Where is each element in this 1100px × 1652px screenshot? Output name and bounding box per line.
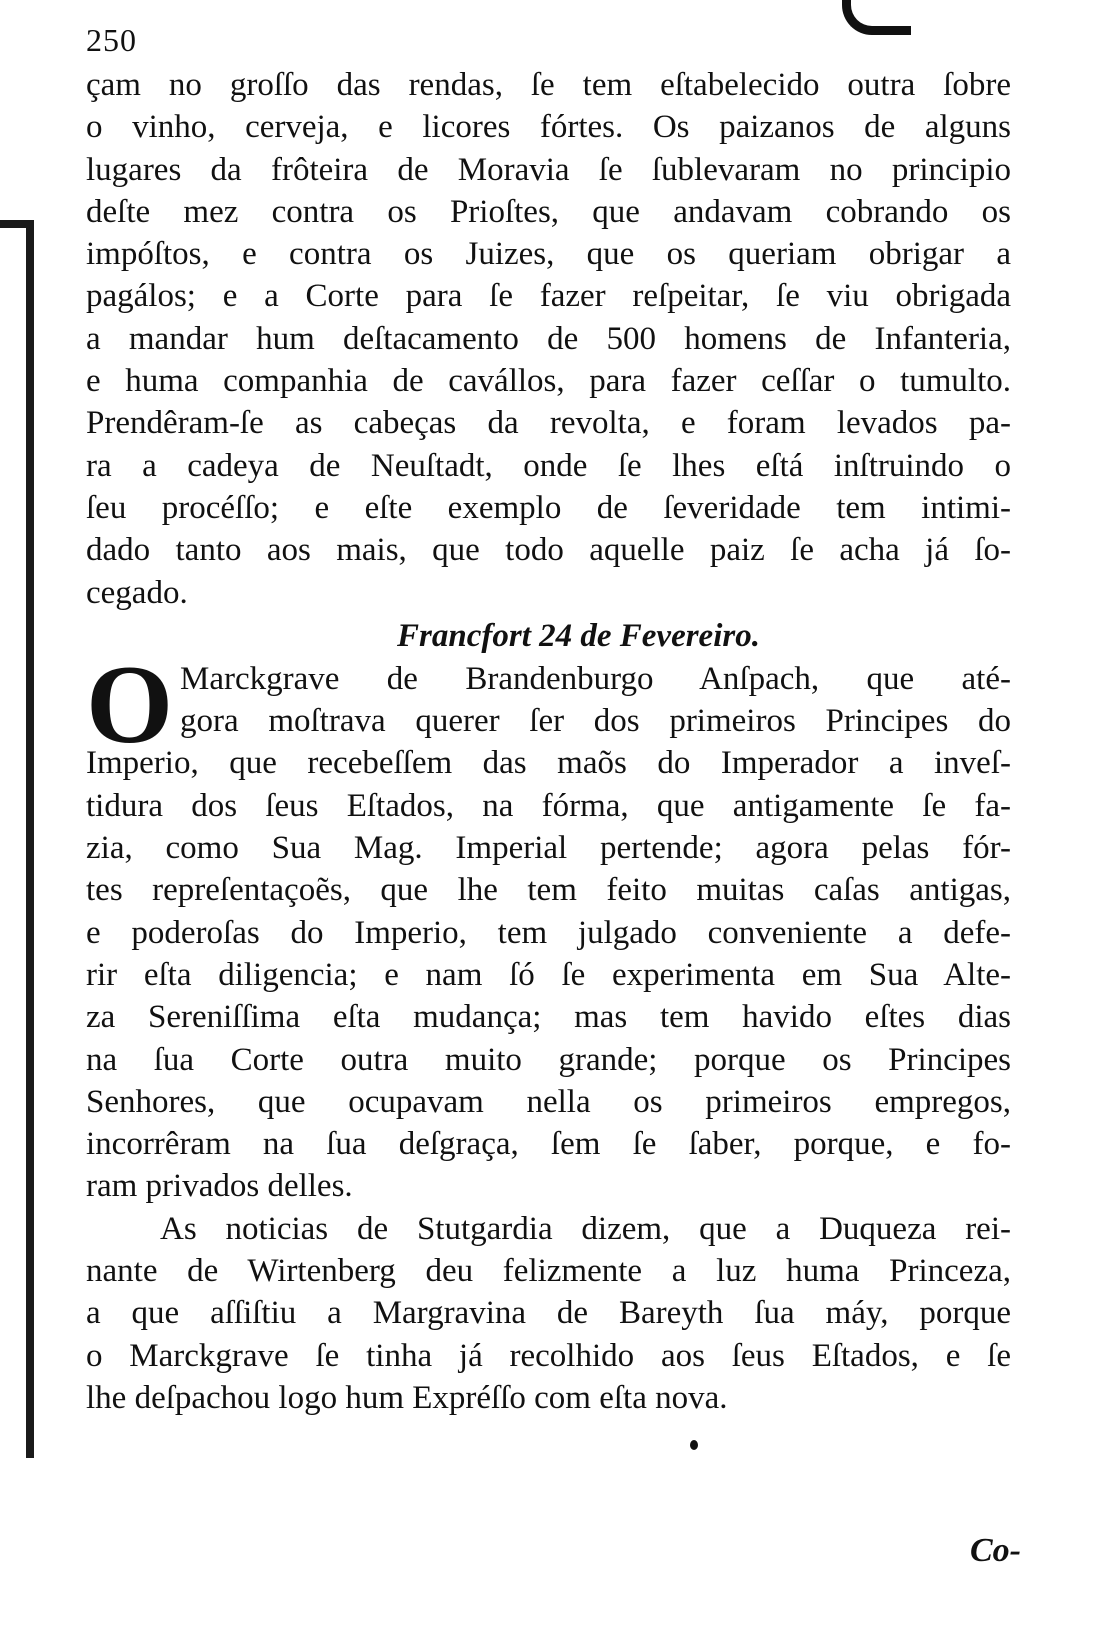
text-line: zia, como Sua Mag. Imperial pertende; agora pelas fór- xyxy=(86,830,1011,867)
text-line: a mandar hum deſtacamento de 500 homens de Infanteria, xyxy=(86,320,1011,357)
text-line: deſte mez contra os Prioſtes, que andavam cobrando os xyxy=(86,193,1011,230)
text-line: ra a cadeya de Neuſtadt, onde ſe lhes eſtá inſtruindo o xyxy=(86,447,1011,484)
text-line: As noticias de Stutgardia dizem, que a Duqueza rei- xyxy=(160,1210,1011,1247)
text-line: Marckgrave de Brandenburgo Anſpach, que até- xyxy=(180,660,1011,697)
text-line: ſeu procéſſo; e eſte exemplo de ſeveridade tem intimi- xyxy=(86,489,1011,526)
paragraph-moravia xyxy=(86,64,1011,614)
text-line: impóſtos, e contra os Juizes, que os queriam obrigar a xyxy=(86,236,1011,273)
text-line: lugares da frôteira de Moravia ſe ſublevaram no principio xyxy=(86,151,1011,188)
text-line: o vinho, cerveja, e licores fórtes. Os paizanos de alguns xyxy=(86,109,1011,146)
paragraph-stutgardia xyxy=(86,1208,1011,1419)
text-line: rir eſta diligencia; e nam ſó ſe experimenta em Sua Alte- xyxy=(86,956,1011,993)
text-line: Senhores, que ocupavam nella os primeiros empregos, xyxy=(86,1083,1011,1120)
text-line: Imperio, que recebeſſem das maõs do Imperador a inveſ- xyxy=(86,745,1011,782)
article-text xyxy=(86,64,1011,1419)
text-line: a que aſſiſtiu a Margravina de Bareyth ſua máy, porque xyxy=(86,1295,1011,1332)
text-line: o Marckgrave ſe tinha já recolhido aos ſeus Eſtados, e ſe xyxy=(86,1337,1011,1374)
text-line: Prendêram-ſe as cabeças da revolta, e foram levados pa- xyxy=(86,405,1011,442)
paragraph-brandenburg xyxy=(86,642,1011,1208)
ink-dot xyxy=(690,1440,698,1450)
catchword: Co- xyxy=(970,1532,1021,1569)
page-number: 250 xyxy=(86,22,137,58)
text-line: dado tanto aos mais, que todo aquelle paiz ſe acha já ſo- xyxy=(86,532,1011,569)
text-line: nante de Wirtenberg deu felizmente a luz huma Princeza, xyxy=(86,1253,1011,1290)
text-line: tes repreſentaçoẽs, que lhe tem feito muitas caſas antigas, xyxy=(86,872,1011,909)
text-line: e poderoſas do Imperio, tem julgado conveniente a defe- xyxy=(86,914,1011,951)
text-line: lhe deſpachou logo hum Expréſſo com eſta nova. xyxy=(86,1379,728,1416)
dateline-heading: Francfort 24 de Fevereiro. xyxy=(397,617,760,654)
text-line: e huma companhia de cavállos, para fazer ceſſar o tumulto. xyxy=(86,363,1011,400)
margin-tick xyxy=(0,220,34,228)
text-line: incorrêram na ſua deſgraça, ſem ſe ſaber, porque, e fo- xyxy=(86,1126,1011,1163)
text-line: çam no groſſo das rendas, ſe tem eſtabelecido outra ſobre xyxy=(86,67,1011,103)
text-line: za Sereniſſima eſta mudança; mas tem havido eſtes dias xyxy=(86,999,1011,1036)
text-line: tidura dos ſeus Eſtados, na fórma, que antigamente ſe fa- xyxy=(86,787,1011,824)
page-edge-mark xyxy=(842,0,911,35)
text-line: gora moſtrava querer ſer dos primeiros Principes do xyxy=(180,703,1011,740)
margin-rule xyxy=(26,228,34,1458)
text-line: ram privados delles. xyxy=(86,1168,353,1205)
text-line: cegado. xyxy=(86,574,188,611)
text-line: na ſua Corte outra muito grande; porque os Principes xyxy=(86,1041,1011,1078)
text-line: pagálos; e a Corte para ſe fazer reſpeitar, ſe viu obrigada xyxy=(86,278,1011,315)
drop-cap: O xyxy=(86,642,174,767)
